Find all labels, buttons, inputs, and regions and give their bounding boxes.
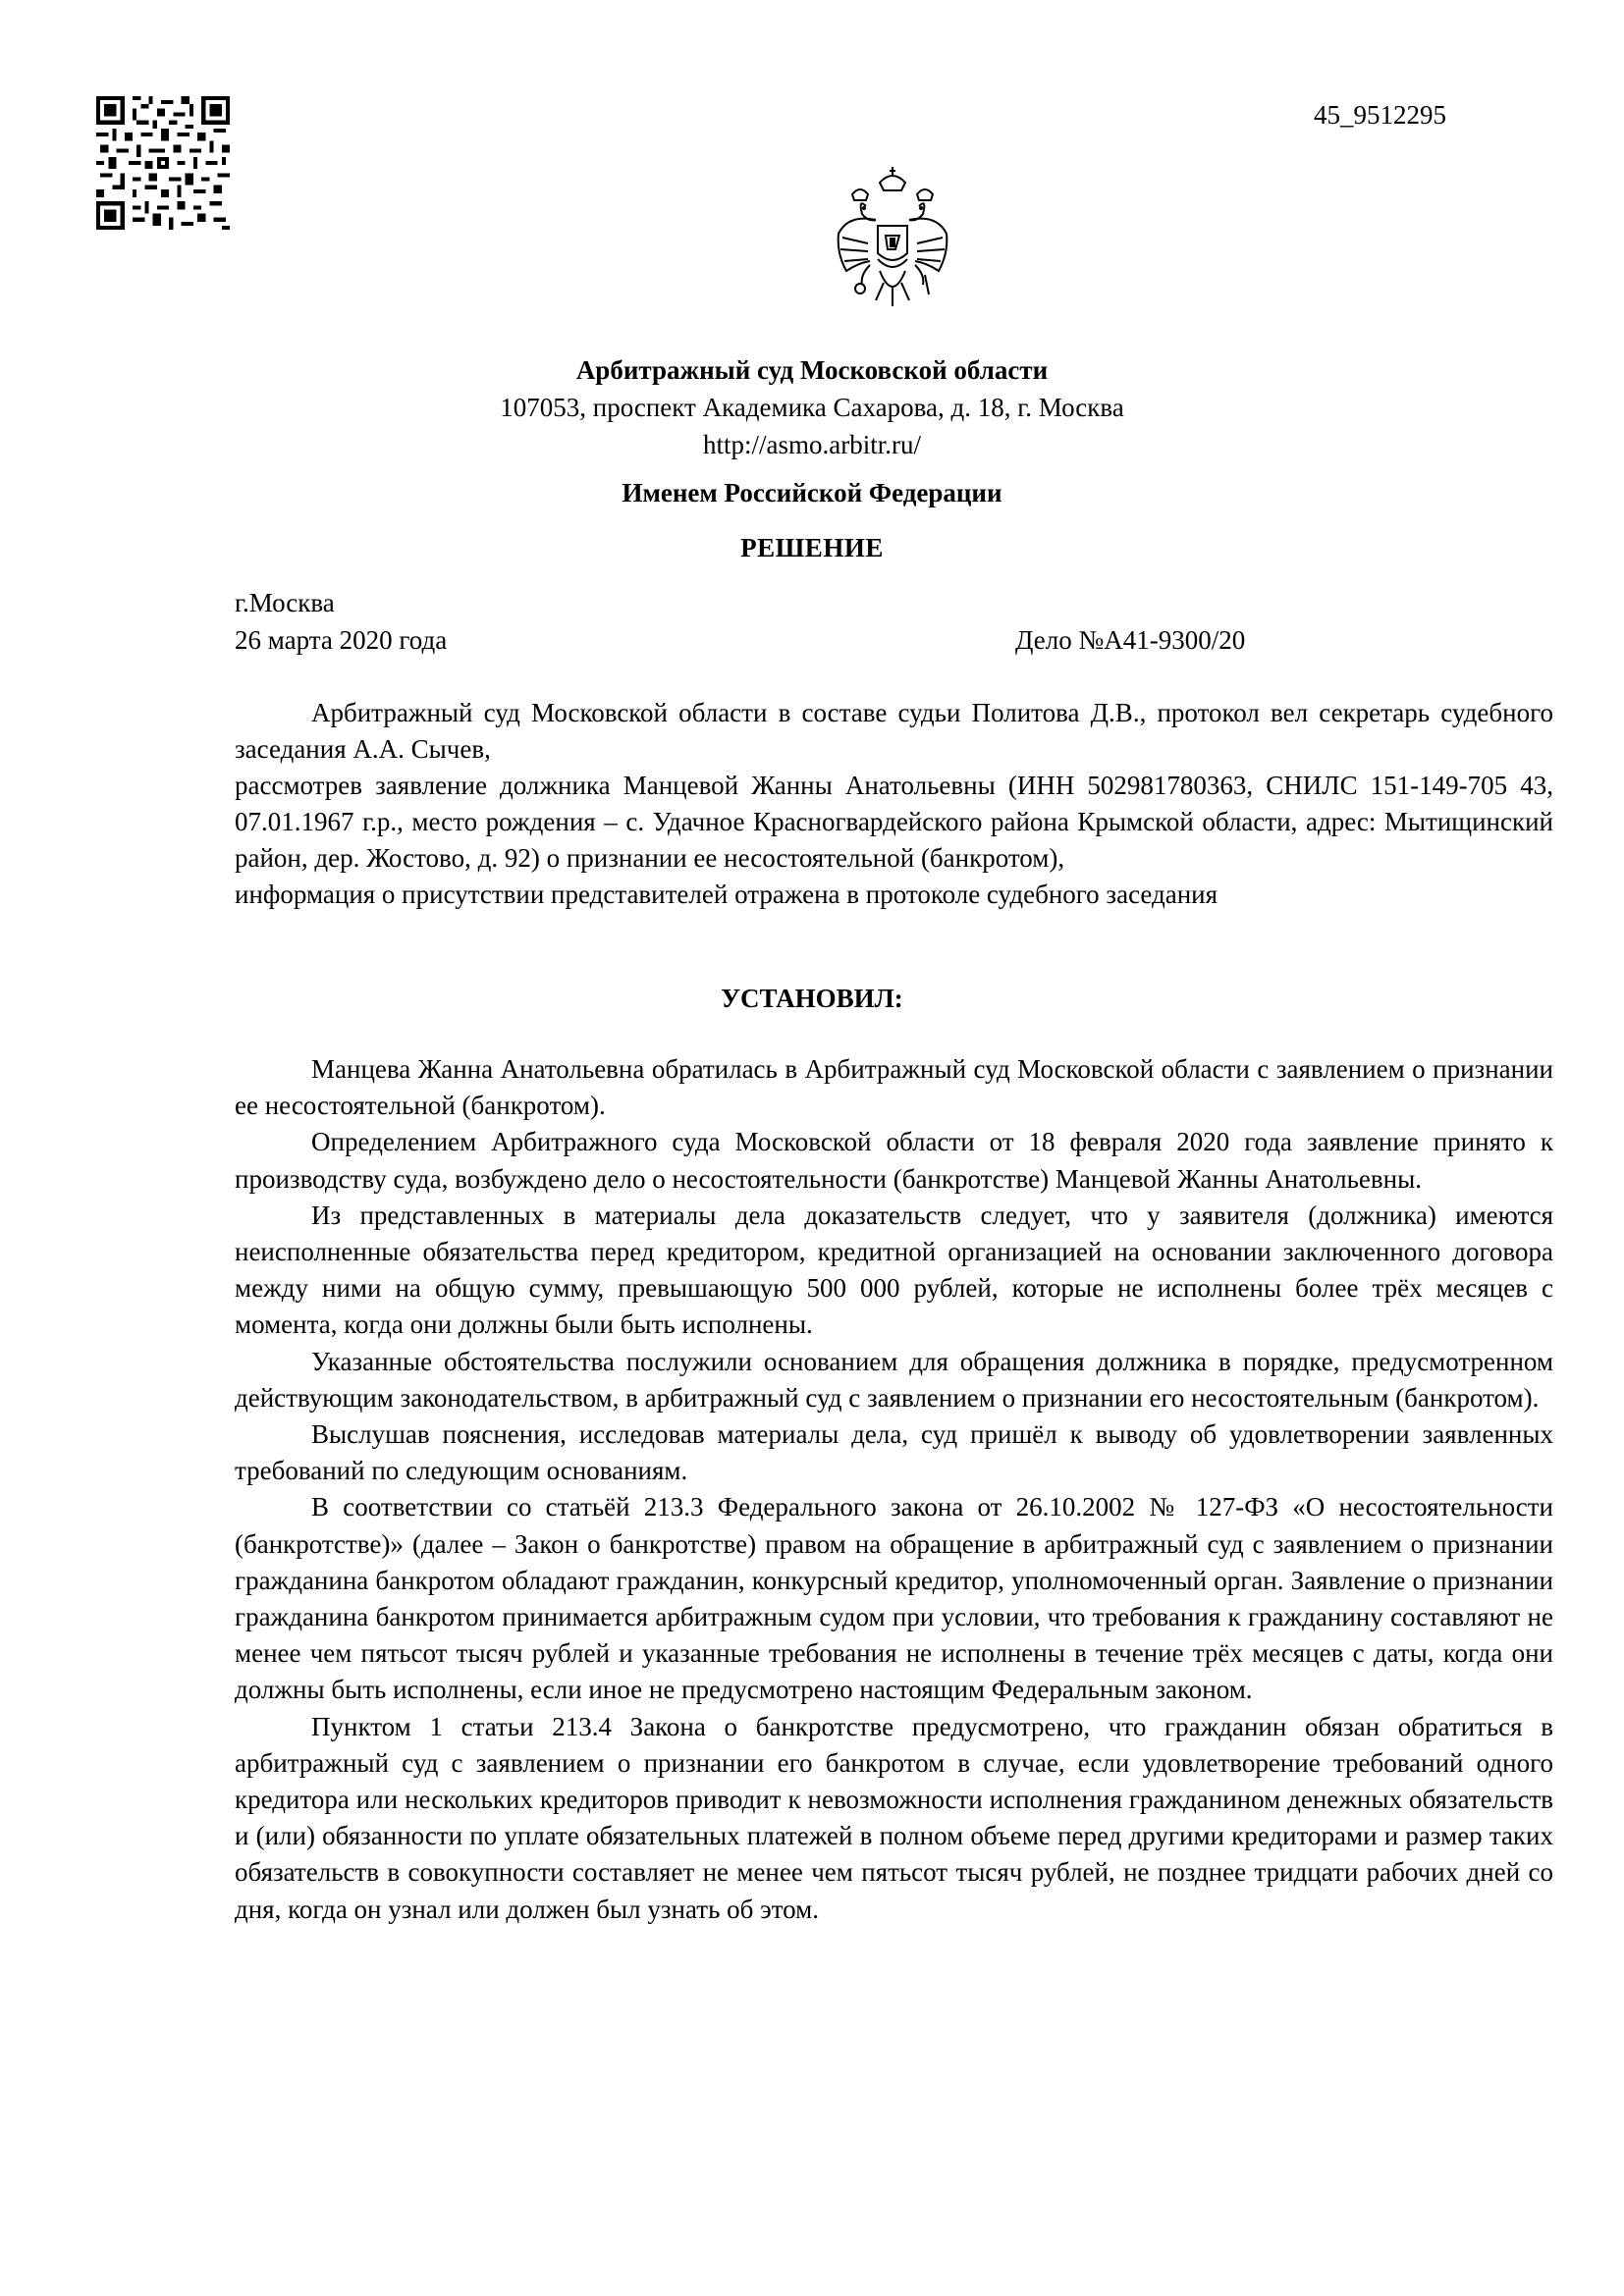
qr-code (96, 96, 230, 230)
city: г.Москва (235, 588, 335, 617)
body-paragraph: Пунктом 1 статьи 213.4 Закона о банкротстве предусмотрено, что гражданин обязан обратиться в арбитражный суд с заявлением о признании его банкротом в случае, если удовлетворение требований одного кредитора или нескольких кредиторов приводит к невозможности исполнения гражданином денежных обязательств и (или) обязанности по уплате обязательных платежей в полном объеме перед другими кредиторами и размер таких обязательств в совокупности составляет не менее чем пятьсот тысяч рублей, не позднее тридцати рабочих дней со дня, когда он узнал или должен был узнать об этом. (235, 1711, 1553, 1924)
body-paragraph: Определением Арбитражного суда Московской области от 18 февраля 2020 года заявление принято к производству суда, возбуждено дело о несостоятельности (банкротстве) Манцевой Жанны Анатольевны. (235, 1127, 1553, 1194)
case-number: Дело №А41-9300/20 (1015, 625, 1246, 655)
decision-date: 26 марта 2020 года (235, 625, 448, 655)
court-url[interactable]: http://asmo.arbitr.ru/ (703, 430, 921, 459)
decision-title: РЕШЕНИЕ (740, 533, 884, 562)
decision-body (235, 1051, 1553, 1928)
body-paragraph: Указанные обстоятельства послужили основанием для обращения должника в порядке, предусмотренном действующим законодательством, в арбитражный суд с заявлением о признании его несостоятельным (банкротом). (235, 1346, 1553, 1413)
body-paragraph: В соответствии со статьёй 213.3 Федерального закона от 26.10.2002 № 127-ФЗ «О несостоятельности (банкротстве)» (далее – Закон о банкротстве) правом на обращение в арбитражный суд с заявлением о признании гражданина банкротом обладают гражданин, конкурсный кредитор, уполномоченный орган. Заявление о признании гражданина банкротом принимается арбитражным судом при условии, что требования к гражданину составляют не менее чем пятьсот тысяч рублей и указанные требования не исполнены в течение трёх месяцев с даты, когда они должны быть исполнены, если иное не предусмотрено настоящим Федеральным законом. (235, 1492, 1553, 1705)
intro-block (235, 695, 1553, 913)
court-name: Арбитражный суд Московской области (575, 355, 1049, 385)
in-name-heading: Именем Российской Федерации (622, 478, 1002, 507)
body-paragraph: Из представленных в материалы дела доказательств следует, что у заявителя (должника) имеются неисполненные обязательства перед кредитором, кредитной организацией на основании заключенного договора между ними на общую сумму, превышающую 500 000 рублей, которые не исполнены более трёх месяцев с момента, когда они должны были быть исполнены. (235, 1200, 1553, 1340)
established-heading: УСТАНОВИЛ: (721, 984, 903, 1013)
body-paragraph: Выслушав пояснения, исследовав материалы дела, суд пришёл к выводу об удовлетворении заявленных требований по следующим основаниям. (235, 1419, 1553, 1486)
coat-of-arms-icon (819, 165, 966, 322)
body-paragraph: Манцева Жанна Анатольевна обратилась в Арбитражный суд Московской области с заявлением о признании ее несостоятельной (банкротом). (235, 1054, 1553, 1121)
intro-paragraph: рассмотрев заявление должника Манцевой Жанны Анатольевны (ИНН 502981780363, СНИЛС 151-149-705 43, 07.01.1967 г.р., место рождения – с. Удачное Красногвардейского района Крымской области, адрес: Мытищинский район, дер. Жостово, д. 92) о признании ее несостоятельной (банкротом), (235, 771, 1553, 873)
court-header (0, 351, 1624, 463)
document-id: 45_9512295 (1314, 100, 1446, 130)
court-address: 107053, проспект Академика Сахарова, д. 18, г. Москва (500, 393, 1124, 422)
intro-paragraph: Арбитражный суд Московской области в составе судьи Политова Д.В., протокол вел секретарь судебного заседания А.А. Сычев, (235, 698, 1553, 764)
intro-paragraph: информация о присутствии представителей отражена в протоколе судебного заседания (235, 880, 1218, 909)
